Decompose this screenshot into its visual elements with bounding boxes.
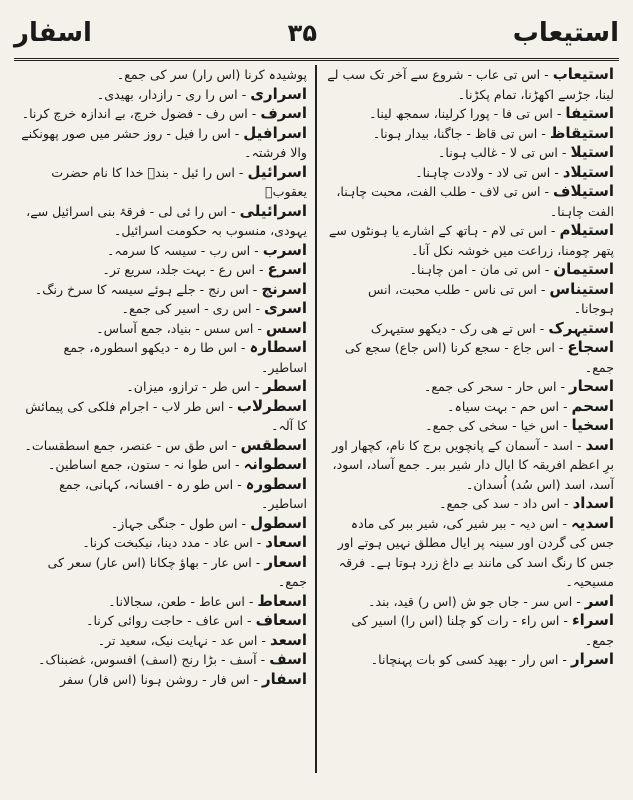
dictionary-entry — [325, 338, 614, 377]
entry-headword: اسطول — [250, 513, 307, 532]
entry-definition: - اس تی لام - ہاتھ کے اشارے یا ہونٹوں سے پتھر چومنا، زراعت میں خوشہ نکل آنا۔ — [328, 223, 614, 258]
dictionary-entry — [18, 299, 307, 319]
entry-definition: - اس عاد - مدد دینا، نیکبخت کرنا۔ — [82, 535, 262, 550]
dictionary-entry — [18, 397, 307, 436]
dictionary-entry — [325, 280, 614, 319]
entry-definition: - اس عار - بھاؤ چکانا (اس عار) سعر کی جمع۔ — [47, 554, 307, 589]
dictionary-entry — [325, 163, 614, 183]
dictionary-entry — [325, 124, 614, 144]
dictionary-entry — [325, 592, 614, 612]
entry-headword: اسرائیلی — [239, 201, 307, 220]
dictionary-entry — [18, 533, 307, 553]
dictionary-entry — [325, 377, 614, 397]
dictionary-entry — [325, 65, 614, 104]
entry-headword: استیناس — [549, 279, 614, 298]
entry-headword: استیعاب — [552, 65, 614, 83]
entry-headword: استیمان — [553, 260, 614, 278]
entry-definition: - اس تی قاظ - جاگنا، بیدار ہونا۔ — [372, 125, 546, 141]
entry-headword: اسدیہ — [571, 513, 614, 532]
dictionary-entry — [18, 592, 307, 612]
left-column — [14, 65, 311, 773]
entry-headword: استیقاظ — [549, 123, 614, 142]
dictionary-entry — [325, 436, 614, 495]
header-rule — [14, 58, 619, 61]
entry-headword: اسجاع — [567, 338, 614, 356]
dictionary-entry — [18, 260, 307, 280]
entry-definition: - اس حار - سحر کی جمع۔ — [424, 379, 565, 394]
entry-headword: اسخیا — [571, 416, 614, 434]
entry-headword: اسرافیل — [243, 123, 307, 142]
dictionary-entry — [325, 143, 614, 163]
entry-headword: اسرب — [262, 240, 307, 259]
entry-headword: اسعاف — [255, 611, 307, 629]
entry-definition: - اس تی ناس - طلب محبت، انس ہوجانا۔ — [367, 281, 614, 316]
entry-definition: - اسد - آسمان کے پانچویں برج کا نام، کچھار اور برِ اعظم افریقہ کا ایال دار شیر ببر۔ جمع آساد، اسود، آسد، اسد (اس سُد) اُسدان۔ — [332, 437, 614, 492]
entry-headword: اسرار — [570, 650, 614, 668]
entry-definition: - اس عاف - حاجت روائی کرنا۔ — [86, 613, 252, 628]
entry-definition: - اس طر لاب - اجرام فلکی کی پیمائش کا آلہ۔ — [25, 398, 307, 433]
entry-definition: - اس تی لاد - ولادت چاہنا۔ — [415, 164, 559, 180]
entry-definition: - اس را ری - رازدار، بھیدی۔ — [96, 86, 247, 102]
entry-headword: اسعاط — [257, 591, 307, 610]
entry-definition: - اس رنج - جلے ہوئے سیسہ کا سرخ رنگ۔ — [34, 281, 258, 297]
entry-definition: - اس تی مان - امن چاہنا۔ — [409, 262, 550, 277]
column-divider — [315, 65, 317, 773]
entry-definition: - اس را ئیل - بندۂ خدا کا نام حضرت یعقوبؑ — [51, 164, 307, 199]
page-header — [14, 10, 619, 56]
entry-definition: - اس تی لا - غالب ہونا۔ — [438, 145, 567, 160]
dictionary-entry — [325, 650, 614, 670]
entry-headword: اسرف — [260, 104, 307, 122]
entry-definition: - اس را ئی لی - فرقۂ بنی اسرائیل سے، یہودی، منسوب بہ حکومت اسرائیل۔ — [26, 203, 307, 238]
entry-headword: اسحم — [571, 396, 614, 415]
dictionary-entry — [18, 319, 307, 339]
dictionary-entry — [18, 514, 307, 534]
entry-definition: - اس رف - فضول خرچ، بے اندازہ خرچ کرنا۔ — [21, 106, 257, 121]
dictionary-entry — [18, 650, 307, 670]
entry-headword: اسطورہ — [245, 474, 307, 493]
entry-definition: - اس طا رہ - دیکھو اسطورہ، جمع اساطیر۔ — [63, 340, 307, 375]
entry-headword: اسف — [269, 650, 307, 668]
entry-headword: اسفار — [262, 669, 307, 688]
dictionary-entry — [18, 377, 307, 397]
entry-headword: استیلا — [570, 143, 614, 161]
dictionary-entry — [325, 611, 614, 650]
entry-definition: - اس رع - بہت جلد، سریع تر۔ — [102, 262, 264, 277]
entry-definition: - اس داد - سد کی جمع۔ — [439, 496, 569, 511]
entry-definition: - اس طو رہ - افسانہ، کہانی، جمع اساطیر۔ — [59, 476, 307, 511]
entry-headword: اسری — [264, 299, 307, 317]
dictionary-entry — [18, 163, 307, 202]
entry-headword: اسعار — [264, 552, 307, 571]
dictionary-entry — [325, 104, 614, 124]
right-column — [321, 65, 618, 773]
entry-headword: استیلام — [559, 221, 614, 239]
entry-definition: - اس راء - رات کو چلنا (اس را) اسیر کی جمع۔ — [351, 613, 614, 648]
entry-definition: - اس دیہ - ببر شیر کی، شیر ببر کی مادہ جس کی گردن اور سینہ پر ایال مطلق نہیں ہوتے اور جس کا رنگ اسد کی مانند بے داغ زرد ہوتا ہے۔ فرقہ مسیحیہ۔ — [337, 515, 614, 589]
dictionary-entry — [325, 260, 614, 280]
entry-headword: اسد — [585, 435, 614, 454]
dictionary-entry — [18, 436, 307, 456]
entry-definition: - اس طق س - عنصر، جمع اسطقسات۔ — [24, 437, 237, 453]
dictionary-entry — [18, 553, 307, 592]
entry-definition: - اس رب - سیسہ کا سرمہ۔ — [106, 242, 259, 258]
entry-definition: - اس طر - ترازو، میزان۔ — [126, 379, 260, 394]
dictionary-entry — [325, 397, 614, 417]
entry-headword: اسحار — [569, 377, 614, 395]
dictionary-entry — [18, 670, 307, 690]
entry-headword: اسطقس — [240, 435, 307, 454]
entry-headword: اسس — [265, 318, 307, 337]
dictionary-entry — [18, 475, 307, 514]
dictionary-entry — [18, 631, 307, 651]
entry-headword: اسطارہ — [249, 338, 307, 356]
entry-definition: - اس تے ھی رک - دیکھو ستیہرک — [370, 320, 545, 336]
entry-headword: اسطرلاب — [236, 396, 307, 415]
entry-definition: - اس عد - نہایت نیک، سعید تر۔ — [97, 632, 266, 648]
entry-headword: اسراء — [571, 611, 614, 629]
entry-definition: - آسف - بڑا رنج (اسف) افسوس، غضبناک۔ — [38, 652, 266, 667]
entry-headword: استیلاد — [562, 162, 614, 181]
entry-headword: اسعد — [269, 630, 307, 649]
entry-headword: اسر — [584, 591, 614, 610]
dictionary-entry — [325, 416, 614, 436]
entry-headword: اسداد — [572, 494, 614, 512]
dictionary-entry — [18, 338, 307, 377]
entry-definition: - اس حم - بہت سیاہ۔ — [447, 398, 568, 414]
dictionary-entry — [325, 514, 614, 592]
dictionary-entry — [18, 202, 307, 241]
entry-definition: - اس تی عاب - شروع سے آخر تک سب لے لینا، جڑسے اکھڑنا، تمام پکڑنا۔ — [327, 67, 614, 102]
entry-headword: اسراری — [250, 84, 307, 103]
dictionary-entry — [18, 85, 307, 105]
page-number: ۳۵ — [287, 19, 317, 47]
entry-headword: اسرنج — [261, 279, 307, 298]
entry-headword: اسطر — [263, 377, 307, 395]
dictionary-entry — [325, 182, 614, 221]
header-left-word: اسفار — [14, 18, 92, 48]
dictionary-entry — [325, 319, 614, 339]
dictionary-entry — [18, 280, 307, 300]
entry-definition: - اس طوا نہ - ستون، جمع اساطین۔ — [47, 457, 240, 472]
entry-headword: اسرع — [267, 260, 307, 278]
entry-headword: اسرائیل — [247, 162, 307, 181]
entry-definition: - اس طول - جنگی جہاز۔ — [110, 515, 247, 531]
entry-definition: پوشیدہ کرنا (اس رار) سر کی جمع۔ — [116, 67, 307, 82]
dictionary-entry — [325, 494, 614, 514]
entry-definition: - اس ری - اسیر کی جمع۔ — [121, 301, 260, 316]
entry-definition: - اس رار - بھید کسی کو بات پہنچانا۔ — [370, 652, 567, 667]
entry-headword: اسطوانہ — [243, 455, 307, 473]
entry-headword: استیلاف — [553, 182, 614, 200]
header-right-word: استیعاب — [512, 18, 619, 48]
entry-definition: - اس خیا - سخی کی جمع۔ — [425, 418, 568, 433]
entry-headword: اسعاد — [265, 533, 307, 551]
dictionary-entry — [18, 611, 307, 631]
columns — [14, 65, 619, 773]
dictionary-entry — [18, 241, 307, 261]
entry-definition: - اس عاط - طعن، سجالانا۔ — [108, 593, 254, 609]
entry-definition: - اس تی فا - پورا کرلینا، سمجھ لینا۔ — [369, 106, 562, 121]
entry-headword: استیہرک — [548, 318, 614, 337]
entry-definition: - اس سر - جاں جو ش (اس ر) قید، بند۔ — [368, 593, 581, 609]
entry-definition: - اس سس - بنیاد، جمع آساس۔ — [96, 320, 262, 336]
entry-headword: استیفا — [565, 104, 614, 122]
entry-definition: - اس جاع - سجع کرنا (اس جاع) سجع کی جمع۔ — [344, 340, 614, 375]
dictionary-entry — [18, 455, 307, 475]
dictionary-entry — [18, 104, 307, 124]
dictionary-entry — [325, 221, 614, 260]
entry-definition: - اس تی لاف - طلب الفت، محبت چاہنا، الفت چاہنا۔ — [336, 184, 614, 219]
entry-definition: - اس را فیل - روز حشر میں صور پھونکنے والا فرشتہ۔ — [21, 125, 307, 160]
dictionary-entry — [18, 65, 307, 85]
dictionary-entry — [18, 124, 307, 163]
entry-definition: - اس فار - روشن ہونا (اس فار) سفر — [60, 671, 259, 687]
